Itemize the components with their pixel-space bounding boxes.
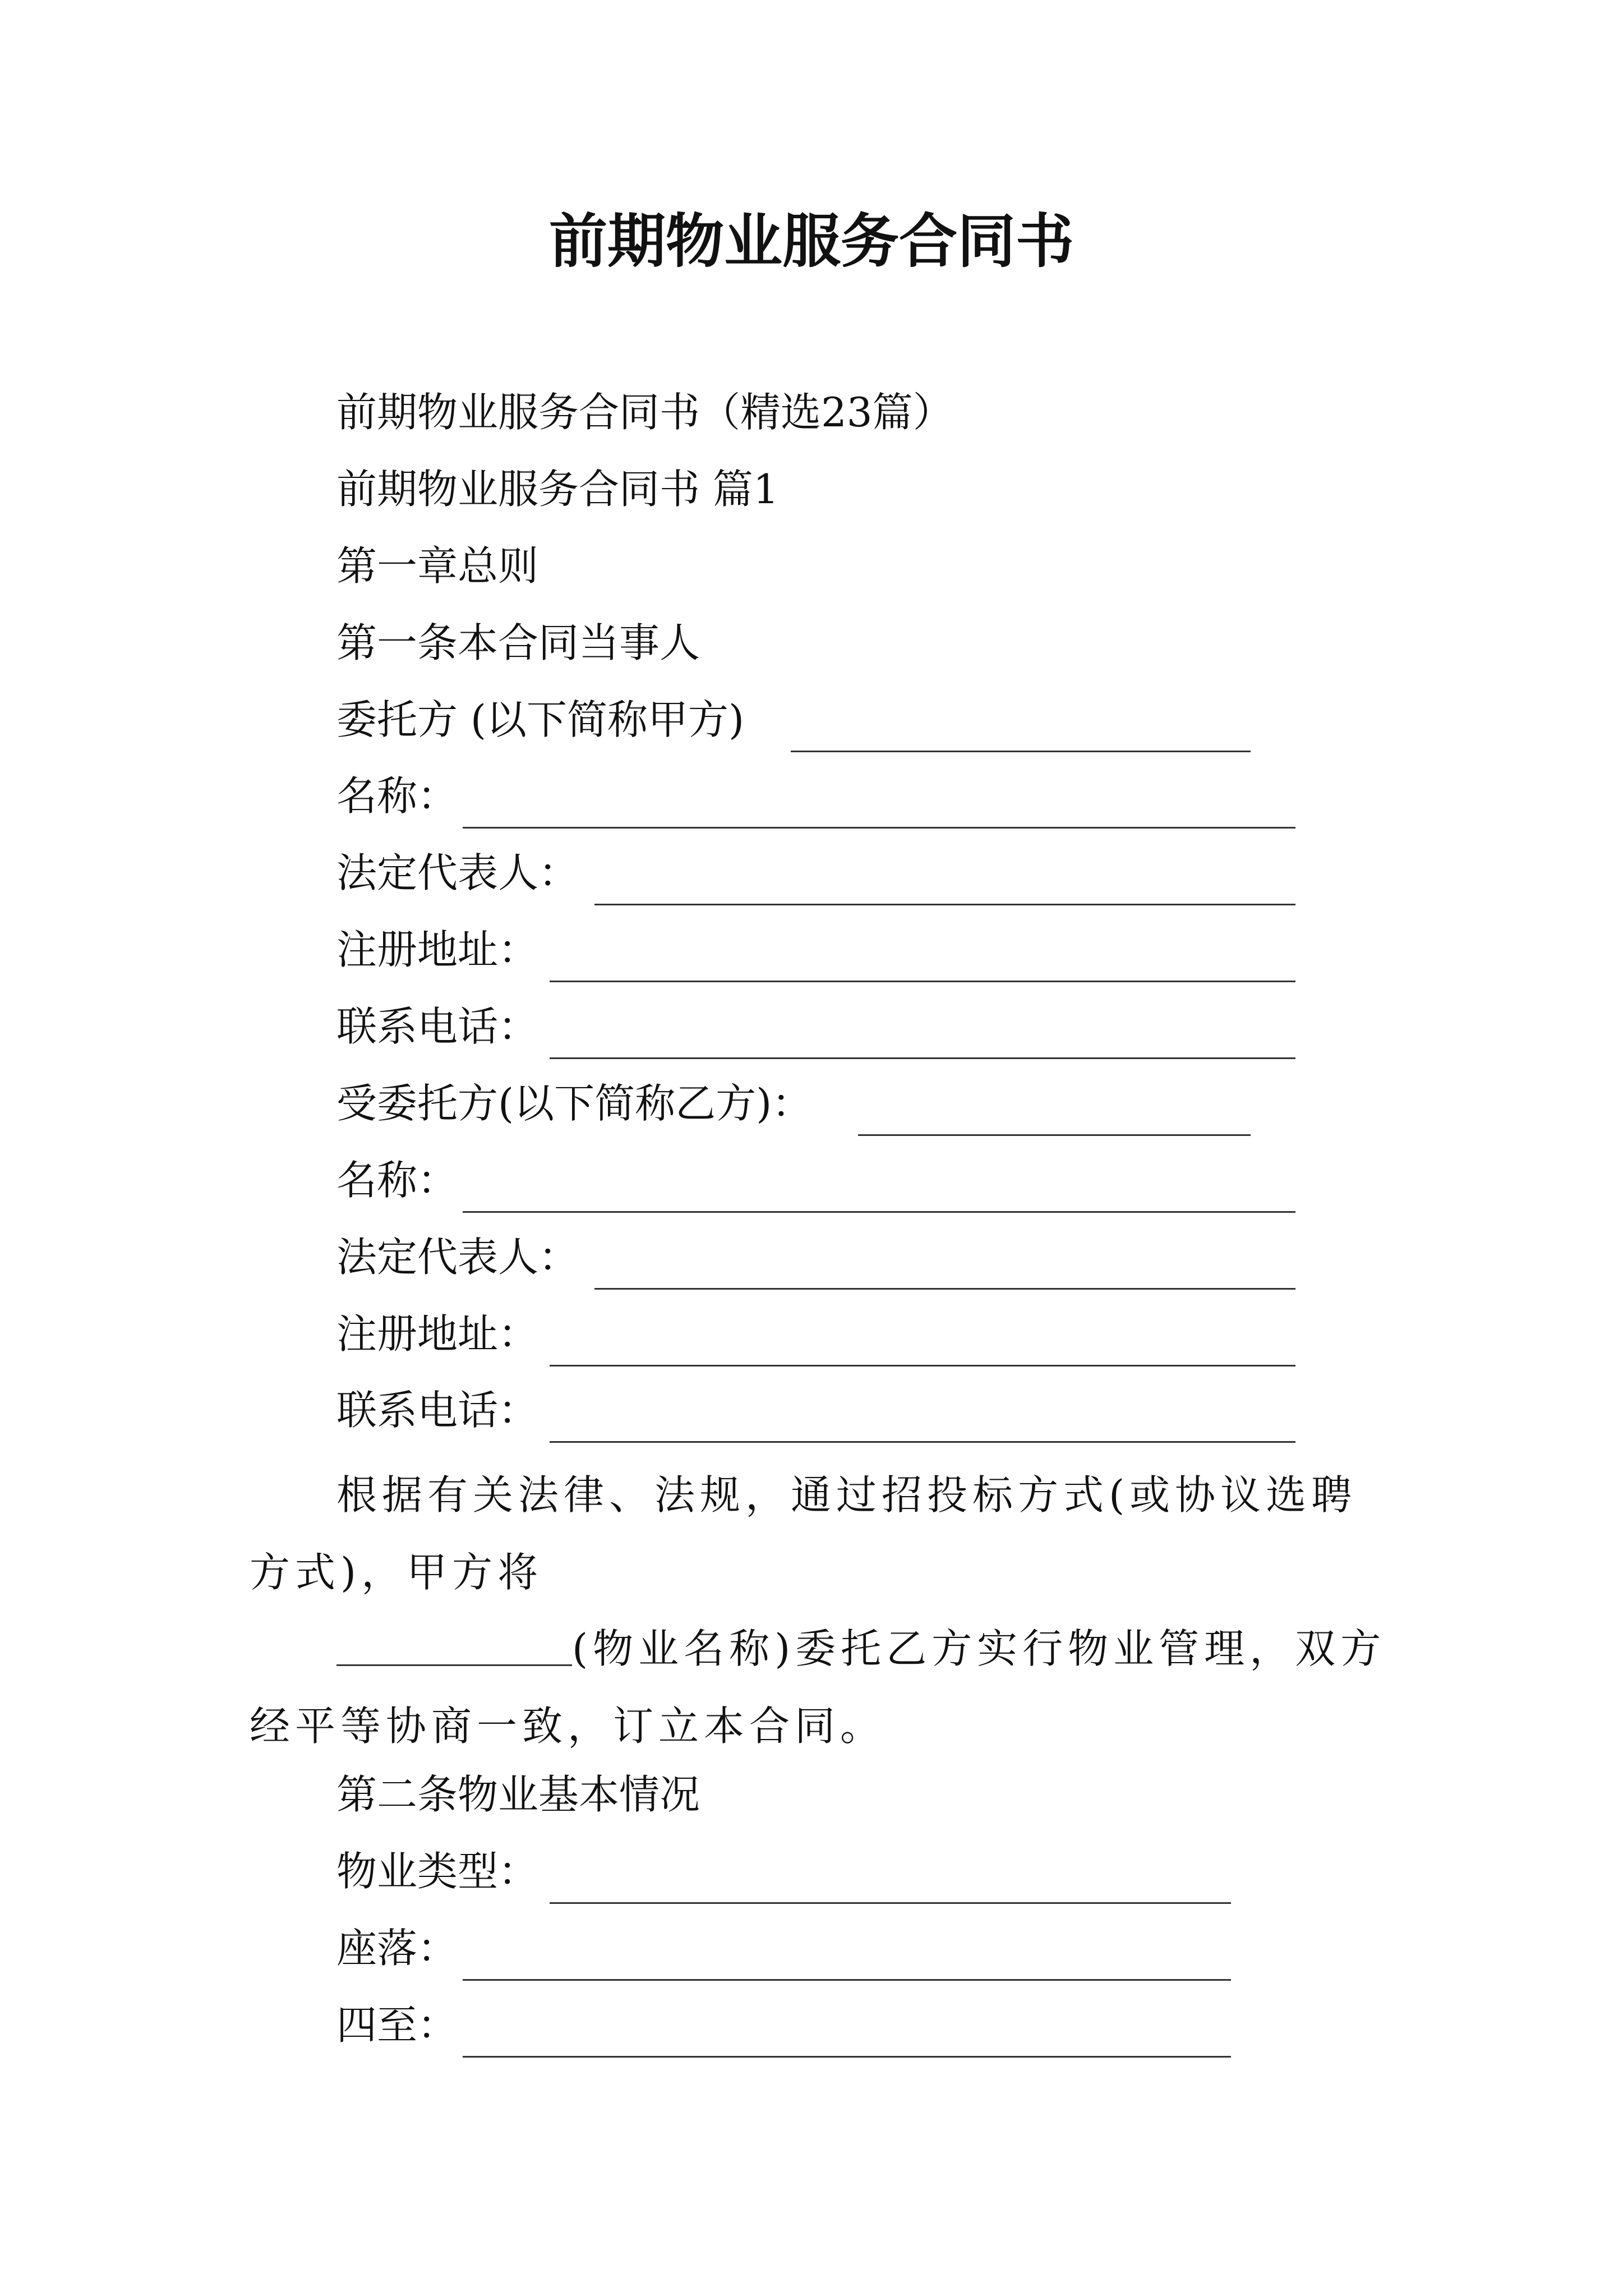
document-title: 前期物业服务合同书	[548, 207, 1074, 275]
property-name-blank	[336, 1624, 572, 1666]
location-blank	[463, 1917, 1231, 1981]
party-b-phone-blank	[550, 1379, 1295, 1443]
boundary-label: 四至：	[336, 2001, 458, 2049]
party-a-label: 委托方 (以下简称甲方)	[336, 696, 745, 743]
party-b-representative-label: 法定代表人：	[336, 1234, 579, 1281]
body-paragraph: 根据有关法律、法规，通过招投标方式(或协议选聘方式)，甲方将	[250, 1471, 1357, 1596]
location-label: 座落：	[336, 1925, 458, 1972]
chapter-heading: 第一章总则	[336, 542, 539, 590]
party-b-address-label: 注册地址：	[336, 1310, 539, 1358]
party-a-address-label: 注册地址：	[336, 926, 539, 973]
property-type-blank	[550, 1841, 1231, 1904]
body-paragraph-text: (物业名称)委托乙方实行物业管理，双方经平等协商一致，订立本合同。	[250, 1625, 1386, 1750]
party-a-blank	[791, 689, 1251, 752]
party-a-phone-label: 联系电话：	[336, 1003, 539, 1050]
article-heading: 第一条本合同当事人	[336, 619, 700, 666]
boundary-blank	[463, 1994, 1231, 2058]
party-b-blank	[858, 1073, 1251, 1136]
party-b-representative-blank	[594, 1226, 1295, 1290]
party-a-representative-label: 法定代表人：	[336, 849, 579, 896]
section-heading: 前期物业服务合同书 篇1	[336, 466, 779, 513]
body-paragraph-continued	[250, 1610, 1394, 1765]
party-b-address-blank	[550, 1303, 1295, 1366]
party-b-name-label: 名称：	[336, 1157, 458, 1204]
party-a-phone-blank	[550, 996, 1295, 1059]
party-a-name-blank	[463, 765, 1295, 829]
party-a-name-label: 名称：	[336, 772, 458, 820]
party-a-address-blank	[550, 919, 1295, 982]
subtitle: 前期物业服务合同书（精选23篇）	[336, 389, 953, 436]
party-a-representative-blank	[594, 842, 1295, 905]
article-heading: 第二条物业基本情况	[336, 1771, 700, 1818]
property-type-label: 物业类型：	[336, 1848, 539, 1895]
party-b-phone-label: 联系电话：	[336, 1387, 539, 1434]
party-b-name-blank	[463, 1149, 1295, 1213]
party-b-label: 受委托方(以下简称乙方)：	[336, 1080, 813, 1127]
